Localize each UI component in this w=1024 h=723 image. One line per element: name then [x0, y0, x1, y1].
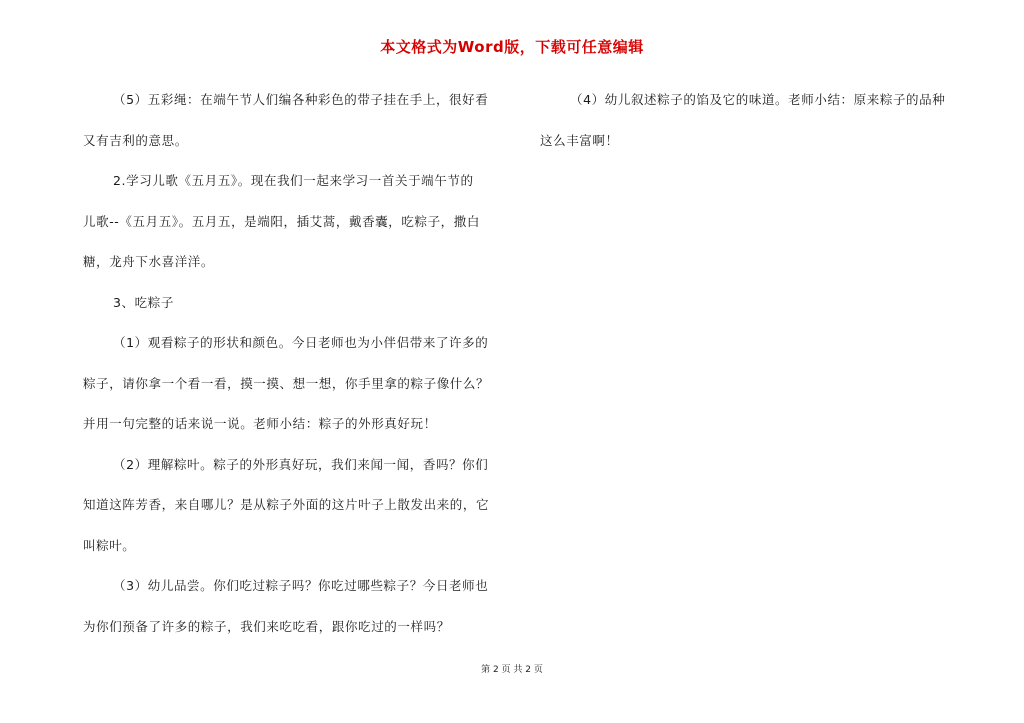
left-column — [83, 80, 523, 647]
text-line: （4）幼儿叙述粽子的馅及它的味道。老师小结：原来粽子的品种 — [570, 92, 946, 107]
text-line: （2）理解粽叶。粽子的外形真好玩，我们来闻一闻，香吗？你们 — [113, 456, 489, 472]
text-line: 知道这阵芳香，来自哪儿？是从粽子外面的这片叶子上散发出来的，它 — [83, 497, 490, 512]
text-line: 这么丰富啊！ — [540, 132, 619, 148]
right-column — [540, 80, 970, 161]
text-line: 2.学习儿歌《五月五》。现在我们一起来学习一首关于端午节的 — [113, 173, 474, 188]
text-line: 叫粽叶。 — [83, 537, 136, 553]
document-banner: 本文格式为Word版，下载可任意编辑 — [380, 38, 644, 56]
text-line: 并用一句完整的话来说一说。老师小结：粽子的外形真好玩！ — [83, 416, 437, 431]
text-line: （5）五彩绳：在端午节人们编各种彩色的带子挂在手上，很好看 — [113, 92, 489, 107]
text-line: 为你们预备了许多的粽子，我们来吃吃看，跟你吃过的一样吗？ — [83, 618, 450, 634]
text-line: 儿歌--《五月五》。五月五，是端阳，插艾蒿，戴香囊，吃粽子，撒白 — [83, 213, 480, 229]
text-line: 糖，龙舟下水喜洋洋。 — [83, 254, 215, 269]
text-line: （1）观看粽子的形状和颜色。今日老师也为小伴侣带来了许多的 — [113, 335, 489, 350]
page-number: 第 2 页 共 2 页 — [481, 665, 543, 675]
text-line: 粽子，请你拿一个看一看，摸一摸、想一想，你手里拿的粽子像什么？ — [83, 375, 490, 391]
text-line: 又有吉利的意思。 — [83, 132, 188, 148]
text-line: 3、吃粽子 — [113, 294, 174, 310]
text-line: （3）幼儿品尝。你们吃过粽子吗？你吃过哪些粽子？今日老师也 — [113, 578, 489, 593]
